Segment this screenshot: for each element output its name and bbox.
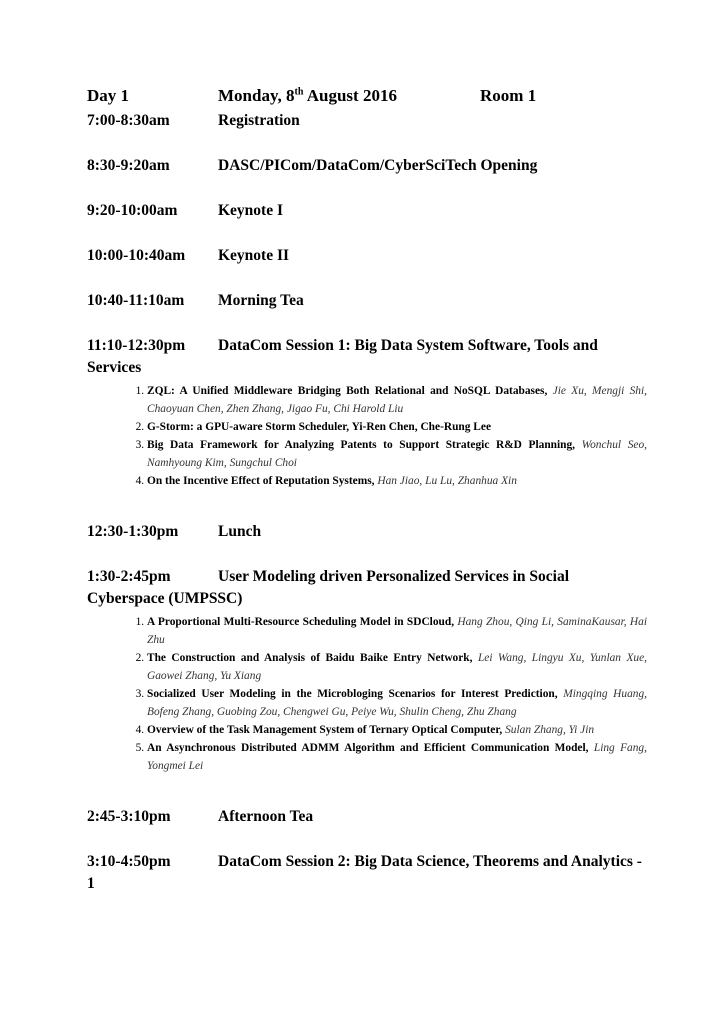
slot-time: 2:45-3:10pm: [87, 808, 171, 825]
slot-title: DataCom Session 2: Big Data Science, Theorems and Analytics - 1: [87, 853, 642, 892]
slot-time: 12:30-1:30pm: [87, 523, 179, 540]
list-item: [147, 685, 647, 721]
slot-title: DataCom Session 1: Big Data System Software, Tools and Services: [87, 337, 598, 376]
slot-time: 10:00-10:40am: [87, 247, 186, 264]
slot-time: 11:10-12:30pm: [87, 337, 186, 354]
list-item: [147, 382, 647, 418]
list-item: [147, 721, 647, 739]
paper-authors: Ling Fang, Yongmei Lei: [147, 742, 647, 772]
slot-datacom-session-1: [87, 335, 647, 379]
slot-afternoon-tea: [87, 806, 647, 828]
slot-title: Keynote I: [218, 202, 284, 219]
list-item: [147, 649, 647, 685]
paper-title: An Asynchronous Distributed ADMM Algorithm and Efficient Communication Model,: [147, 742, 589, 754]
slot-title: Registration: [218, 112, 300, 129]
slot-time: 1:30-2:45pm: [87, 568, 171, 585]
slot-time: 10:40-11:10am: [87, 292, 185, 309]
slot-title: Keynote II: [218, 247, 290, 264]
list-item: [147, 472, 647, 490]
umpssc-paper-list: [87, 613, 647, 775]
list-item: [147, 613, 647, 649]
slot-time: 9:20-10:00am: [87, 202, 178, 219]
list-item: [147, 436, 647, 472]
slot-title: Afternoon Tea: [218, 808, 314, 825]
date-rest: August 2016: [303, 86, 397, 105]
paper-title: ZQL: A Unified Middleware Bridging Both Relational and NoSQL Databases,: [147, 385, 548, 397]
paper-authors: Jie Xu, Mengji Shi, Chaoyuan Chen, Zhen Zhang, Jigao Fu, Chi Harold Liu: [147, 385, 647, 415]
date-prefix: Monday, 8: [218, 86, 295, 105]
date-suffix: th: [294, 86, 304, 98]
paper-title: G-Storm: a GPU-aware Storm Scheduler, Yi-Ren Chen, Che-Rung Lee: [147, 421, 492, 433]
slot-title: Lunch: [218, 523, 262, 540]
list-item: [147, 739, 647, 775]
date-label: [218, 86, 397, 106]
paper-authors: Wonchul Seo, Namhyoung Kim, Sungchul Choi: [147, 439, 647, 469]
paper-title: The Construction and Analysis of Baidu Baike Entry Network,: [147, 652, 473, 664]
day-header: [87, 86, 647, 110]
slot-lunch: [87, 521, 647, 543]
day-label: Day 1: [87, 86, 130, 105]
paper-authors: Lei Wang, Lingyu Xu, Yunlan Xue, Gaowei Zhang, Yu Xiang: [147, 652, 647, 682]
list-item: [147, 418, 647, 436]
slot-title: DASC/PICom/DataCom/CyberSciTech Opening: [218, 157, 538, 174]
slot-morning-tea: [87, 290, 647, 312]
slot-opening: [87, 155, 647, 177]
session-1-paper-list: [87, 382, 647, 490]
slot-title: User Modeling driven Personalized Services in Social Cyberspace (UMPSSC): [87, 568, 570, 607]
slot-datacom-session-2: [87, 851, 647, 895]
paper-title: On the Incentive Effect of Reputation Systems,: [147, 475, 375, 487]
slot-time: 7:00-8:30am: [87, 112, 170, 129]
paper-title: Big Data Framework for Analyzing Patents to Support Strategic R&D Planning,: [147, 439, 576, 451]
room-label: Room 1: [480, 86, 537, 105]
slot-registration: [87, 110, 647, 132]
slot-time: 3:10-4:50pm: [87, 853, 171, 870]
paper-title: Socialized User Modeling in the Microbloging Scenarios for Interest Prediction,: [147, 688, 558, 700]
slot-time: 8:30-9:20am: [87, 157, 170, 174]
slot-title: Morning Tea: [218, 292, 304, 309]
schedule-page: [87, 86, 647, 895]
paper-authors: Sulan Zhang, Yi Jin: [505, 724, 595, 736]
slot-umpssc: [87, 566, 647, 610]
slot-keynote-1: [87, 200, 647, 222]
paper-title: Overview of the Task Management System of Ternary Optical Computer,: [147, 724, 503, 736]
paper-authors: Han Jiao, Lu Lu, Zhanhua Xin: [377, 475, 517, 487]
paper-title: A Proportional Multi-Resource Scheduling Model in SDCloud,: [147, 616, 455, 628]
paper-authors: Mingqing Huang, Bofeng Zhang, Guobing Zou, Chengwei Gu, Peiye Wu, Shulin Cheng, Zhu Zhang: [147, 688, 648, 718]
slot-keynote-2: [87, 245, 647, 267]
paper-authors: Hang Zhou, Qing Li, SaminaKausar, Hai Zhu: [147, 616, 647, 646]
